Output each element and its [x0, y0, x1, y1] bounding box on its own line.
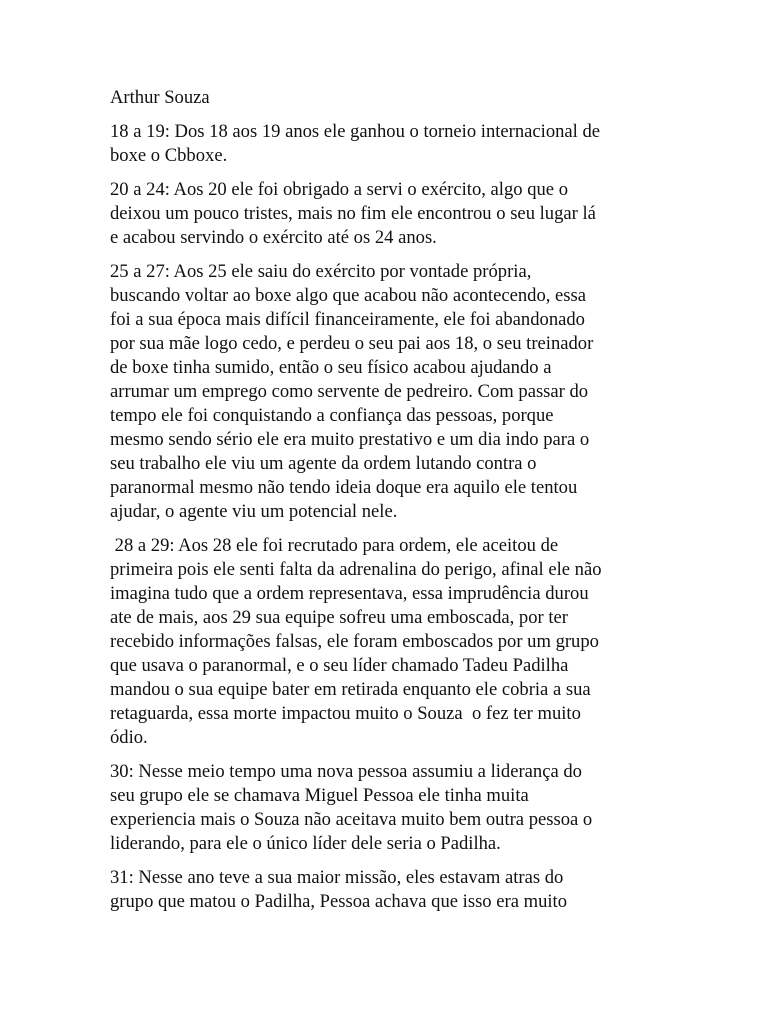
text-line: ajudar, o agente viu um potencial nele.	[110, 501, 398, 522]
text-line: experiencia mais o Souza não aceitava muito bem outra pessoa o	[110, 809, 593, 830]
text-line: que usava o paranormal, e o seu líder chamado Tadeu Padilha	[110, 655, 569, 676]
text-line: ódio.	[110, 727, 148, 748]
paragraph-18-19	[110, 120, 650, 168]
text-line: grupo que matou o Padilha, Pessoa achava que isso era muito	[110, 891, 567, 912]
document-page	[110, 86, 650, 924]
text-line: seu grupo ele se chamava Miguel Pessoa ele tinha muita	[110, 785, 529, 806]
text-line: seu trabalho ele viu um agente da ordem lutando contra o	[110, 453, 537, 474]
text-line: de boxe tinha sumido, então o seu físico acabou ajudando a	[110, 357, 552, 378]
text-line: 30: Nesse meio tempo uma nova pessoa assumiu a liderança do	[110, 761, 582, 782]
text-line: primeira pois ele senti falta da adrenalina do perigo, afinal ele não	[110, 559, 602, 580]
text-line: 18 a 19: Dos 18 aos 19 anos ele ganhou o torneio internacional de	[110, 121, 601, 142]
text-line: buscando voltar ao boxe algo que acabou não acontecendo, essa	[110, 285, 587, 306]
text-line: mesmo sendo sério ele era muito prestativo e um dia indo para o	[110, 429, 590, 450]
text-line: mandou o sua equipe bater em retirada enquanto ele cobria a sua	[110, 679, 591, 700]
text-line: ate de mais, aos 29 sua equipe sofreu uma emboscada, por ter	[110, 607, 568, 628]
text-line: e acabou servindo o exército até os 24 anos.	[110, 227, 437, 248]
text-line: tempo ele foi conquistando a confiança das pessoas, porque	[110, 405, 554, 426]
document-title: Arthur Souza	[110, 87, 210, 108]
text-line: retaguarda, essa morte impactou muito o Souza o fez ter muito	[110, 703, 581, 724]
text-line: paranormal mesmo não tendo ideia doque era aquilo ele tentou	[110, 477, 578, 498]
text-line: boxe o Cbboxe.	[110, 145, 228, 166]
text-line: imagina tudo que a ordem representava, essa imprudência durou	[110, 583, 589, 604]
paragraph-31	[110, 866, 650, 914]
text-line: foi a sua época mais difícil financeiramente, ele foi abandonado	[110, 309, 585, 330]
paragraph-28-29	[110, 534, 650, 750]
text-line: arrumar um emprego como servente de pedreiro. Com passar do	[110, 381, 589, 402]
text-line: 28 a 29: Aos 28 ele foi recrutado para ordem, ele aceitou de	[110, 535, 559, 556]
text-line: 25 a 27: Aos 25 ele saiu do exército por vontade própria,	[110, 261, 532, 282]
text-line: recebido informações falsas, ele foram emboscados por um grupo	[110, 631, 599, 652]
text-line: deixou um pouco tristes, mais no fim ele encontrou o seu lugar lá	[110, 203, 596, 224]
text-line: 20 a 24: Aos 20 ele foi obrigado a servi o exército, algo que o	[110, 179, 569, 200]
paragraph-30	[110, 760, 650, 856]
text-line: 31: Nesse ano teve a sua maior missão, eles estavam atras do	[110, 867, 564, 888]
text-line: liderando, para ele o único líder dele seria o Padilha.	[110, 833, 501, 854]
paragraph-20-24	[110, 178, 650, 250]
paragraph-25-27	[110, 260, 650, 524]
text-line: por sua mãe logo cedo, e perdeu o seu pai aos 18, o seu treinador	[110, 333, 594, 354]
